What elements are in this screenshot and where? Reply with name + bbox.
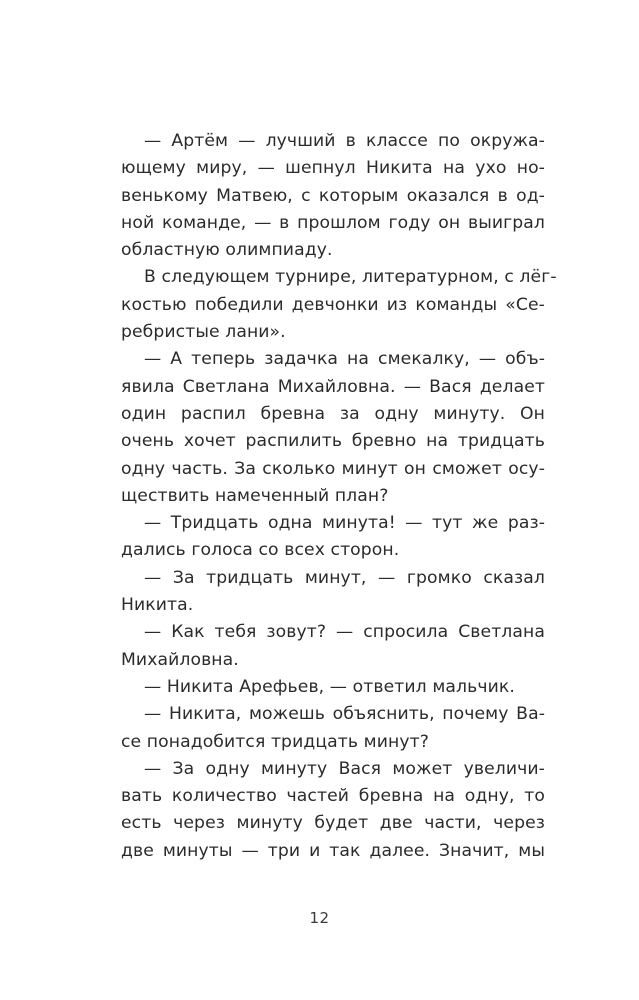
text-line: один распил бревна за одну минуту. Он <box>121 403 545 424</box>
text-line: две минуты — три и так далее. Значит, мы <box>121 840 545 861</box>
paragraph <box>121 619 545 674</box>
text-line: костью победили девчонки из команды «Се- <box>121 294 545 315</box>
page-number: 12 <box>309 909 330 927</box>
text-line: — Никита Арефьев, — ответил мальчик. <box>144 676 515 697</box>
text-line: Никита. <box>121 595 194 616</box>
paragraph <box>121 346 545 510</box>
text-line: венькому Матвею, с которым оказался в од- <box>121 185 545 206</box>
text-line: — Никита, можешь объяснить, почему Ва- <box>144 704 545 725</box>
text-line: — За одну минуту Вася может увеличи- <box>144 758 545 779</box>
text-line: есть через минуту будет две части, через <box>121 813 545 834</box>
text-line: — Артём — лучший в классе по окружа- <box>144 131 545 151</box>
text-line: ребристые лани». <box>121 322 286 343</box>
text-line: областную олимпиаду. <box>121 240 333 261</box>
text-line: се понадобится тридцать минут? <box>121 731 429 752</box>
body-text <box>121 128 557 865</box>
text-line: очень хочет распилить бревно на тридцать <box>121 431 545 452</box>
paragraph <box>121 128 545 264</box>
text-line: — А теперь задачка на смекалку, — объ- <box>144 349 545 370</box>
text-line: ществить намеченный план? <box>121 485 389 506</box>
text-line: одну часть. За сколько минут он сможет осу- <box>121 458 545 479</box>
text-line: явила Светлана Михайловна. — Вася делает <box>121 376 545 397</box>
text-line: ной команде, — в прошлом году он выиграл <box>121 212 545 233</box>
paragraph <box>121 756 545 865</box>
paragraph <box>121 510 545 565</box>
text-line: ющему миру, — шепнул Никита на ухо но- <box>121 158 545 179</box>
text-line: В следующем турнире, литературном, с лёг- <box>144 267 557 288</box>
paragraph <box>121 565 545 620</box>
text-line: — Тридцать одна минута! — тут же раз- <box>144 513 545 534</box>
paragraph <box>121 674 545 701</box>
text-line: — За тридцать минут, — громко сказал <box>144 567 545 588</box>
text-line: Михайловна. <box>121 649 239 670</box>
text-line: вать количество частей бревна на одну, то <box>121 786 545 807</box>
paragraph <box>121 264 557 346</box>
paragraph <box>121 701 545 756</box>
text-line: — Как тебя зовут? — спросила Светлана <box>144 622 545 643</box>
text-line: дались голоса со всех сторон. <box>121 540 400 561</box>
